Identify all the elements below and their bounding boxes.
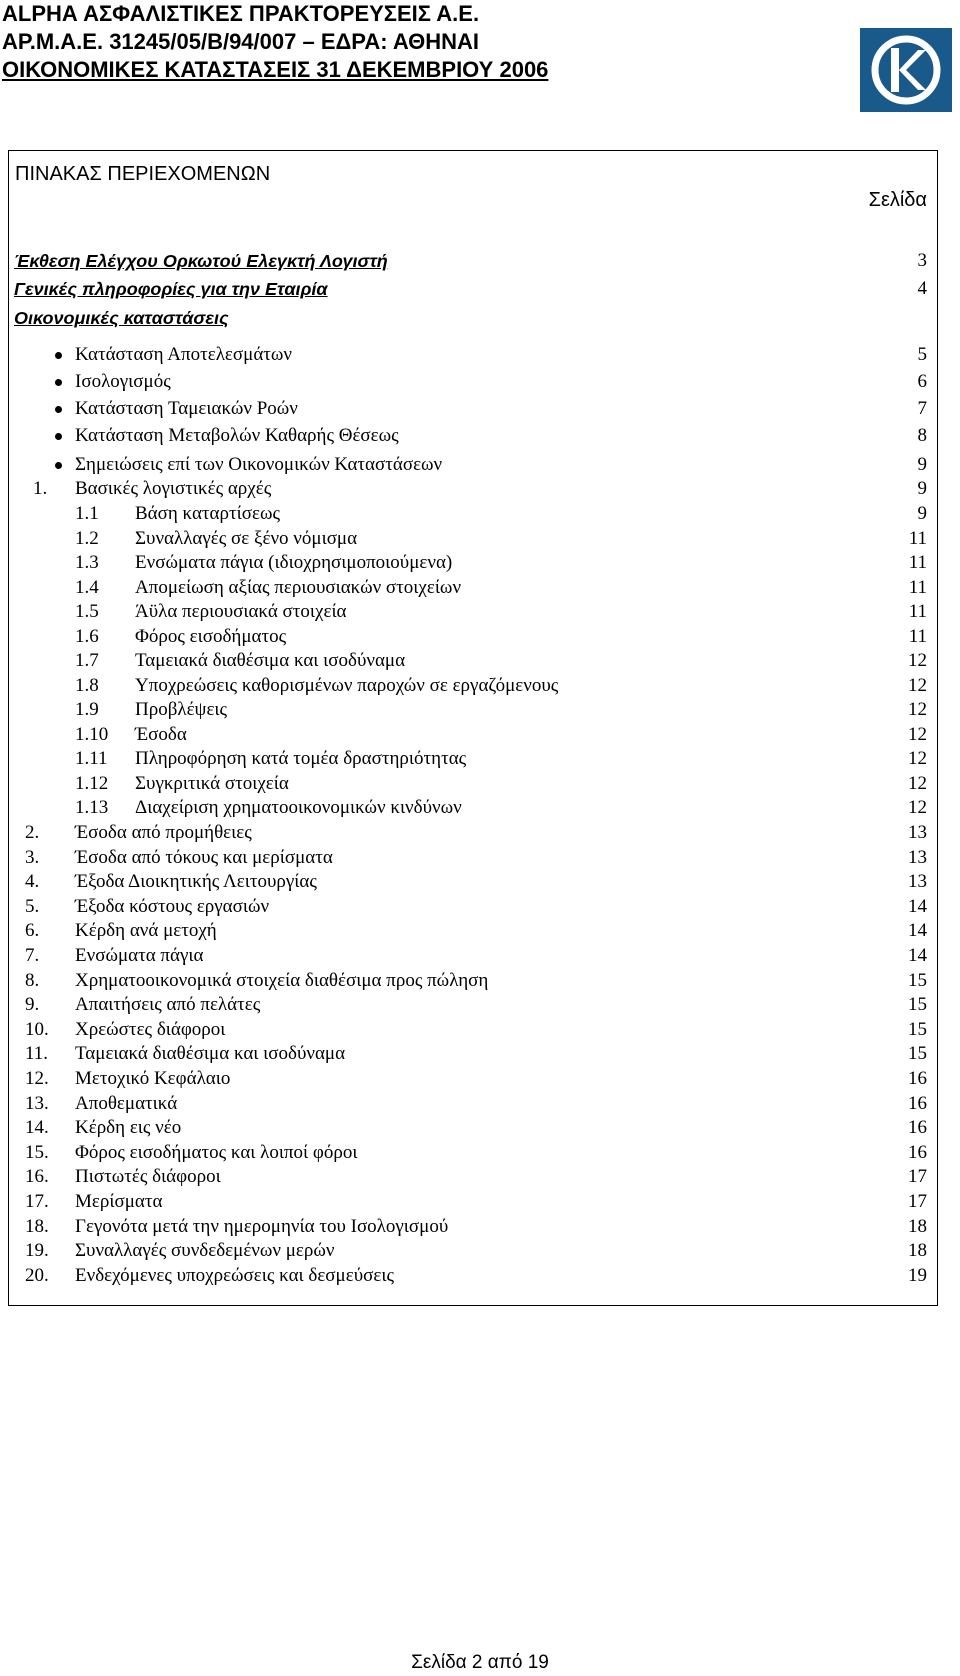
- toc-entry-page: 12: [908, 748, 927, 769]
- toc-entry-page: 8: [917, 425, 927, 446]
- toc-entry-number: 1.1: [75, 503, 99, 524]
- toc-entry-page: 11: [908, 552, 927, 573]
- toc-entry-number: 1.3: [75, 552, 99, 573]
- toc-entry-page: 16: [908, 1117, 927, 1139]
- toc-entry-title: Βασικές λογιστικές αρχές: [75, 478, 272, 499]
- toc-entry-title: Ταμειακά διαθέσιμα και ισοδύναμα: [135, 650, 406, 671]
- toc-row: [9, 1141, 937, 1165]
- toc-entry-page: 15: [908, 994, 927, 1016]
- company-name: ALPHA ΑΣΦΑΛΙΣΤΙΚΕΣ ΠΡΑΚΤΟΡΕΥΣΕΙΣ Α.Ε.: [2, 1, 480, 26]
- toc-entry-number: 1.: [33, 478, 48, 499]
- toc-entry-page: 11: [908, 625, 927, 647]
- toc-entry-page: 12: [908, 772, 927, 794]
- toc-row: [9, 1190, 937, 1214]
- page-footer: Σελίδα 2 από 19: [411, 1652, 549, 1673]
- toc-entry-page: 12: [908, 650, 927, 671]
- toc-row: [9, 527, 937, 551]
- toc-row: [9, 698, 937, 722]
- toc-row: [9, 969, 937, 993]
- toc-entry-title: Συγκριτικά στοιχεία: [135, 772, 289, 794]
- toc-row: [9, 870, 937, 894]
- toc-entry-title: Πληροφόρηση κατά τομέα δραστηριότητας: [135, 748, 467, 769]
- toc-entry-page: 11: [908, 601, 927, 622]
- toc-entry-page: 18: [908, 1240, 927, 1262]
- toc-entry-title: Κέρδη εις νέο: [75, 1117, 182, 1139]
- toc-entry-number: 1.7: [75, 650, 99, 671]
- toc-row: [9, 674, 937, 698]
- toc-entry-number: 11.: [25, 1043, 49, 1065]
- toc-row: [9, 249, 937, 273]
- bullet-icon: [55, 462, 62, 469]
- toc-entry-title: Οικονομικές καταστάσεις: [14, 308, 229, 328]
- toc-entry-title: Σημειώσεις επί των Οικονομικών Καταστάσεων: [75, 454, 443, 475]
- toc-row: [9, 1239, 937, 1263]
- registration-line: ΑΡ.Μ.Α.Ε. 31245/05/Β/94/007 – ΕΔΡΑ: ΑΘΗΝΑΙ: [2, 29, 480, 54]
- toc-entry-title: Άϋλα περιουσιακά στοιχεία: [135, 601, 347, 622]
- toc-entry-number: 3.: [25, 846, 40, 868]
- toc-entry-number: 1.4: [75, 576, 99, 598]
- toc-entry-title: Έκθεση Ελέγχου Ορκωτού Ελεγκτή Λογιστή: [14, 251, 388, 271]
- toc-row: [9, 1018, 937, 1042]
- toc-entry-title: Ενσώματα πάγια (ιδιοχρησιμοποιούμενα): [135, 552, 453, 573]
- toc-row: [9, 370, 937, 394]
- bullet-icon: [55, 352, 62, 359]
- toc-row: [9, 1215, 937, 1239]
- toc-entry-page: 3: [917, 250, 927, 271]
- toc-row: [9, 1067, 937, 1091]
- toc-entry-page: 14: [908, 945, 927, 966]
- toc-entry-number: 5.: [25, 895, 40, 917]
- toc-entry-page: 12: [908, 699, 927, 720]
- toc-row: [9, 895, 937, 919]
- toc-entry-page: 16: [908, 1141, 927, 1163]
- toc-entry-page: 18: [908, 1215, 927, 1237]
- toc-entry-page: 17: [908, 1191, 927, 1212]
- toc-entry-page: 5: [917, 344, 927, 365]
- toc-entry-number: 14.: [25, 1117, 49, 1139]
- toc-entry-page: 9: [917, 503, 927, 524]
- toc-entry-number: 7.: [25, 945, 40, 966]
- toc-entry-page: 14: [908, 895, 927, 917]
- bullet-icon: [55, 433, 62, 440]
- toc-row: [9, 551, 937, 575]
- toc-row: [9, 424, 937, 448]
- toc-entry-page: 9: [917, 454, 927, 475]
- toc-entry-title: Έξοδα κόστους εργασιών: [75, 895, 270, 917]
- toc-entry-page: 16: [908, 1092, 927, 1114]
- toc-entry-number: 1.10: [75, 723, 109, 745]
- toc-row: [9, 919, 937, 943]
- toc-entry-number: 4.: [25, 871, 40, 893]
- toc-entry-page: 17: [908, 1166, 927, 1188]
- toc-entry-title: Κέρδη ανά μετοχή: [75, 920, 217, 942]
- toc-entry-title: Ισολογισμός: [75, 371, 171, 392]
- toc-entry-page: 9: [917, 478, 927, 499]
- toc-entry-number: 1.8: [75, 674, 99, 696]
- toc-row: [9, 1165, 937, 1189]
- toc-row: [9, 944, 937, 968]
- toc-row: [9, 1116, 937, 1140]
- toc-entry-page: 13: [908, 871, 927, 893]
- toc-entry-title: Ενδεχόμενες υποχρεώσεις και δεσμεύσεις: [75, 1264, 394, 1286]
- toc-row: [9, 600, 937, 624]
- toc-entry-number: 1.5: [75, 601, 99, 622]
- toc-entry-title: Προβλέψεις: [135, 699, 228, 720]
- toc-entry-title: Απαιτήσεις από πελάτες: [75, 994, 261, 1016]
- toc-entry-number: 6.: [25, 920, 40, 942]
- toc-entry-number: 18.: [25, 1215, 49, 1237]
- toc-entry-title: Μερίσματα: [75, 1191, 163, 1212]
- toc-entry-number: 1.6: [75, 625, 99, 647]
- toc-row: [9, 772, 937, 796]
- toc-entry-number: 12.: [25, 1068, 49, 1089]
- toc-entry-title: Συναλλαγές σε ξένο νόμισμα: [135, 527, 358, 549]
- toc-entry-number: 1.2: [75, 527, 99, 549]
- toc-entry-page: 13: [908, 846, 927, 868]
- toc-entry-number: 17.: [25, 1191, 49, 1212]
- toc-row: [9, 1092, 937, 1116]
- toc-entry-page: 15: [908, 969, 927, 991]
- toc-entry-title: Φόρος εισοδήματος: [135, 625, 287, 647]
- bullet-icon: [55, 379, 62, 386]
- toc-row: [9, 723, 937, 747]
- toc-entry-page: 15: [908, 1043, 927, 1065]
- toc-entry-page: 4: [917, 278, 927, 299]
- toc-entry-title: Πιστωτές διάφοροι: [75, 1166, 221, 1188]
- toc-entry-number: 20.: [25, 1264, 49, 1286]
- toc-row: [9, 993, 937, 1017]
- toc-row: [9, 453, 937, 477]
- alpha-bank-logo-icon: [860, 28, 952, 112]
- toc-entry-title: Αποθεματικά: [75, 1092, 178, 1114]
- statements-title: ΟΙΚΟΝΟΜΙΚΕΣ ΚΑΤΑΣΤΑΣΕΙΣ 31 ΔΕΚΕΜΒΡΙΟΥ 2006: [2, 57, 549, 82]
- toc-entry-title: Υποχρεώσεις καθορισμένων παροχών σε εργαζόμενους: [135, 674, 559, 696]
- toc-row: [9, 477, 937, 501]
- toc-entry-number: 1.11: [75, 748, 108, 769]
- toc-entry-title: Ενσώματα πάγια: [75, 945, 204, 966]
- toc-entry-page: 14: [908, 920, 927, 942]
- toc-entry-number: 9.: [25, 994, 40, 1016]
- toc-row: [9, 796, 937, 820]
- toc-title: ΠΙΝΑΚΑΣ ΠΕΡΙΕΧΟΜΕΝΩΝ: [15, 163, 271, 185]
- toc-entry-number: 15.: [25, 1141, 49, 1163]
- toc-entry-title: Γεγονότα μετά την ημερομηνία του Ισολογισμού: [75, 1215, 449, 1237]
- toc-entry-title: Απομείωση αξίας περιουσιακών στοιχείων: [135, 576, 462, 598]
- toc-row: [9, 277, 937, 301]
- toc-entry-title: Βάση καταρτίσεως: [135, 503, 280, 524]
- toc-entry-page: 6: [917, 371, 927, 392]
- toc-row: [9, 821, 937, 845]
- toc-row: [9, 649, 937, 673]
- toc-row: [9, 625, 937, 649]
- table-of-contents: [8, 150, 938, 1306]
- toc-entry-title: Έσοδα από προμήθειες: [75, 822, 252, 843]
- toc-entry-page: 7: [917, 398, 927, 419]
- document-header: [2, 0, 548, 84]
- toc-entry-number: 8.: [25, 969, 40, 991]
- toc-entry-number: 1.9: [75, 699, 99, 720]
- toc-entry-title: Φόρος εισοδήματος και λοιποί φόροι: [75, 1141, 358, 1163]
- toc-entry-title: Γενικές πληροφορίες για την Εταιρία: [14, 279, 328, 299]
- toc-entry-title: Κατάσταση Ταμειακών Ροών: [75, 398, 298, 419]
- toc-row: [9, 502, 937, 526]
- toc-entry-number: 2.: [25, 822, 40, 843]
- toc-entry-number: 1.13: [75, 797, 109, 818]
- toc-entry-title: Έσοδα: [135, 723, 187, 745]
- toc-entry-title: Κατάσταση Αποτελεσμάτων: [75, 344, 293, 365]
- toc-entry-number: 10.: [25, 1018, 49, 1040]
- toc-entry-title: Ταμειακά διαθέσιμα και ισοδύναμα: [75, 1043, 346, 1065]
- toc-entry-title: Μετοχικό Κεφάλαιο: [75, 1068, 231, 1089]
- toc-entry-number: 1.12: [75, 772, 109, 794]
- toc-entry-page: 12: [908, 723, 927, 745]
- toc-entry-title: Χρεώστες διάφοροι: [75, 1018, 226, 1040]
- toc-entry-title: Κατάσταση Μεταβολών Καθαρής Θέσεως: [75, 425, 399, 446]
- toc-entry-page: 11: [908, 576, 927, 598]
- toc-entry-page: 13: [908, 822, 927, 843]
- page-column-label: Σελίδα: [868, 189, 927, 211]
- toc-entry-page: 19: [908, 1264, 927, 1286]
- toc-entry-number: 19.: [25, 1240, 49, 1262]
- toc-entry-number: 16.: [25, 1166, 49, 1188]
- bullet-icon: [55, 406, 62, 413]
- toc-row: [9, 1042, 937, 1066]
- toc-entry-page: 12: [908, 797, 927, 818]
- toc-row: [9, 576, 937, 600]
- toc-entry-title: Χρηματοοικονομικά στοιχεία διαθέσιμα προς πώληση: [75, 969, 489, 991]
- toc-entry-title: Έσοδα από τόκους και μερίσματα: [75, 846, 333, 868]
- toc-entry-page: 11: [908, 527, 927, 549]
- toc-row: [9, 846, 937, 870]
- toc-row: [9, 1264, 937, 1288]
- toc-entry-title: Έξοδα Διοικητικής Λειτουργίας: [75, 871, 317, 893]
- toc-entry-number: 13.: [25, 1092, 49, 1114]
- toc-entry-page: 12: [908, 674, 927, 696]
- toc-entry-page: 15: [908, 1018, 927, 1040]
- toc-row: [9, 397, 937, 421]
- toc-row: [9, 747, 937, 771]
- toc-entry-page: 16: [908, 1068, 927, 1089]
- toc-row: [9, 306, 937, 330]
- toc-entry-title: Συναλλαγές συνδεδεμένων μερών: [75, 1240, 335, 1262]
- toc-row: [9, 343, 937, 367]
- toc-entry-title: Διαχείριση χρηματοοικονομικών κινδύνων: [135, 797, 462, 818]
